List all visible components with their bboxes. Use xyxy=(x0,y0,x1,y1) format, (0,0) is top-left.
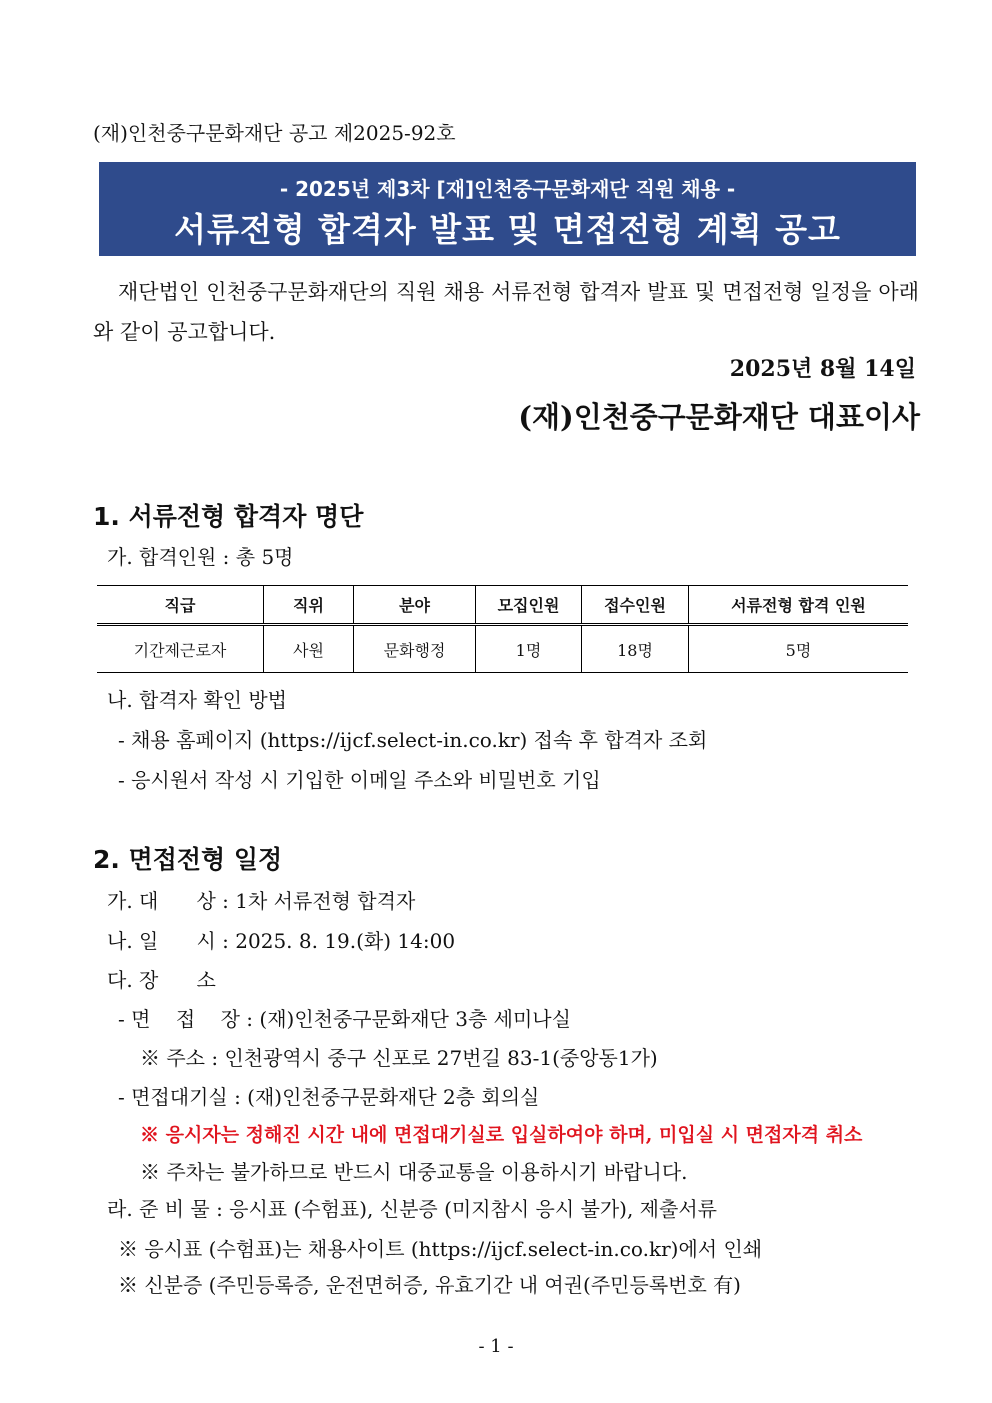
section1-heading: 1. 서류전형 합격자 명단 xyxy=(93,502,364,531)
passer-table xyxy=(97,585,908,673)
table-cell: 1명 xyxy=(476,625,582,673)
required-items: 라. 준 비 물 : 응시표 (수험표), 신분증 (미지참시 응시 불가), 제출서류 xyxy=(107,1197,717,1221)
banner-subtitle: - 2025년 제3차 [재]인천중구문화재단 직원 채용 - xyxy=(279,177,736,201)
interview-place-label: 다. 장 소 xyxy=(107,968,216,992)
table-header-cell: 분야 xyxy=(354,586,476,625)
venue-address: ※ 주소 : 인천광역시 중구 신포로 27번길 83-1(중앙동1가) xyxy=(140,1046,658,1070)
waiting-room: - 면접대기실 : (재)인천중구문화재단 2층 회의실 xyxy=(118,1085,540,1109)
signature: (재)인천중구문화재단 대표이사 xyxy=(518,400,920,434)
table-cell: 사원 xyxy=(264,625,354,673)
table-cell: 5명 xyxy=(689,625,909,673)
check-method-bullet: - 응시원서 작성 시 기입한 이메일 주소와 비밀번호 기입 xyxy=(118,768,601,792)
table-header-cell: 직급 xyxy=(97,586,264,625)
title-banner xyxy=(99,162,916,256)
notice-number: (재)인천중구문화재단 공고 제2025-92호 xyxy=(93,121,456,145)
entry-warning: ※ 응시자는 정해진 시간 내에 면접대기실로 입실하여야 하며, 미입실 시 면접자격 취소 xyxy=(140,1124,863,1146)
table-header-cell: 직위 xyxy=(264,586,354,625)
table-header-cell: 서류전형 합격 인원 xyxy=(689,586,909,625)
required-note: ※ 응시표 (수험표)는 채용사이트 (https://ijcf.select-in.co.kr)에서 인쇄 xyxy=(118,1237,763,1261)
page-number: - 1 - xyxy=(478,1336,514,1357)
interview-datetime: 나. 일 시 : 2025. 8. 19.(화) 14:00 xyxy=(107,929,456,953)
table-header-cell: 접수인원 xyxy=(582,586,689,625)
table-cell: 18명 xyxy=(582,625,689,673)
intro-paragraph: 재단법인 인천중구문화재단의 직원 채용 서류전형 합격자 발표 및 면접전형 일정을 아래와 같이 공고합니다. xyxy=(93,280,919,344)
table-cell: 문화행정 xyxy=(354,625,476,673)
required-note: ※ 신분증 (주민등록증, 운전면허증, 유효기간 내 여권(주민등록번호 有) xyxy=(118,1273,741,1297)
banner-title: 서류전형 합격자 발표 및 면접전형 계획 공고 xyxy=(174,210,841,249)
section1-item-ga: 가. 합격인원 : 총 5명 xyxy=(107,545,294,569)
table-header-cell: 모집인원 xyxy=(476,586,582,625)
table-cell: 기간제근로자 xyxy=(97,625,264,673)
table-header-row xyxy=(97,586,908,625)
table-row xyxy=(97,625,908,673)
section2-heading: 2. 면접전형 일정 xyxy=(93,845,283,874)
check-method-bullet: - 채용 홈페이지 (https://ijcf.select-in.co.kr) 접속 후 합격자 조회 xyxy=(118,728,708,752)
notice-date: 2025년 8월 14일 xyxy=(729,356,916,382)
parking-note: ※ 주차는 불가하므로 반드시 대중교통을 이용하시기 바랍니다. xyxy=(140,1160,688,1184)
interview-venue: - 면 접 장 : (재)인천중구문화재단 3층 세미나실 xyxy=(118,1007,571,1031)
interview-target: 가. 대 상 : 1차 서류전형 합격자 xyxy=(107,889,416,913)
section1-item-na: 나. 합격자 확인 방법 xyxy=(107,688,287,712)
